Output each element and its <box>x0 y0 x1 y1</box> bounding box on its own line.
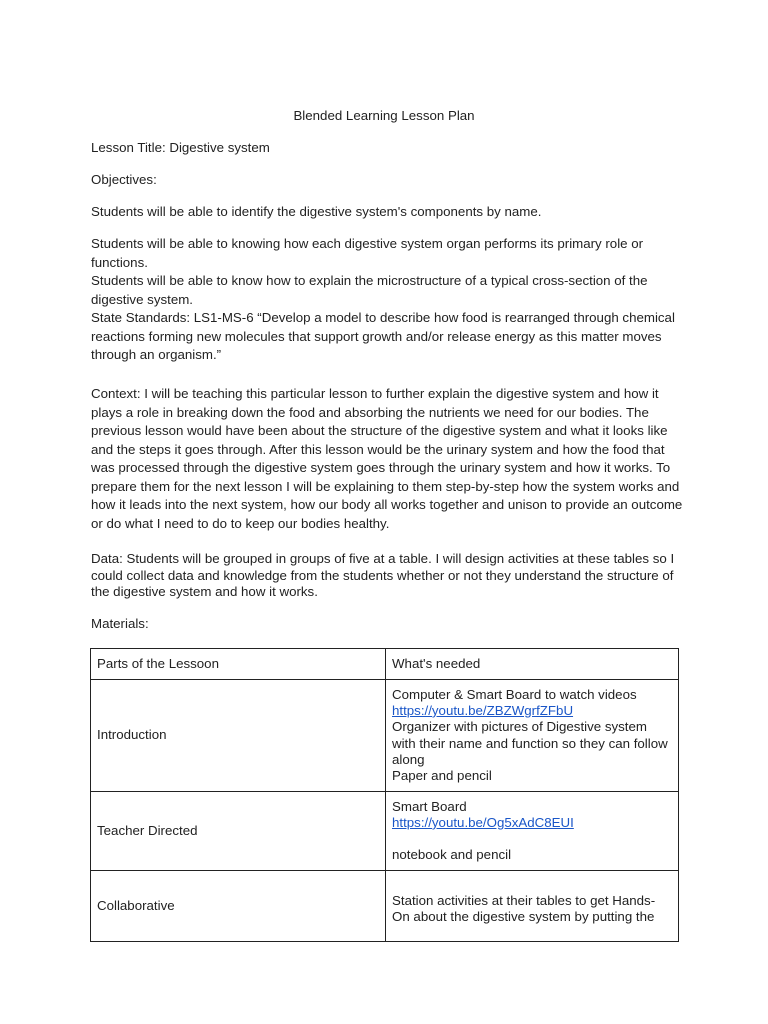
table-row <box>91 680 679 792</box>
header-parts: Parts of the Lessoon <box>91 649 386 680</box>
table-row <box>91 792 679 871</box>
table-header-row <box>91 649 679 680</box>
objective-3: Students will be able to know how to explain the microstructure of a typical cross-section of the digestive system. <box>91 273 648 307</box>
objective-2: Students will be able to knowing how each digestive system organ performs its primary role or functions. <box>91 236 644 270</box>
header-needed: What's needed <box>386 649 679 680</box>
row-needs <box>386 680 679 792</box>
objectives-label: Objectives: <box>91 172 157 187</box>
materials-label: Materials: <box>91 616 149 631</box>
objective-1: Students will be able to identify the digestive system's components by name. <box>91 204 542 219</box>
need-item: Organizer with pictures of Digestive system with their name and function so they can follow along <box>392 719 668 767</box>
materials-table <box>90 648 679 942</box>
need-item: Smart Board <box>392 798 467 814</box>
data-paragraph: Data: Students will be grouped in groups of five at a table. I will design activities at these tables so I could collect data and knowledge from the students whether or not they understand the structure of the digestive system and how it works. <box>91 551 675 599</box>
row-needs <box>386 792 679 871</box>
table-row <box>91 871 679 942</box>
lesson-title: Lesson Title: Digestive system <box>91 140 270 155</box>
context-paragraph: Context: I will be teaching this particular lesson to further explain the digestive system and how it plays a role in breaking down the food and absorbing the nutrients we need for our bodies. The previous lesson would have been about the structure of the digestive system and what it looks like and the steps it goes through. After this lesson would be the urinary system and how the food that was processed through the digestive system goes through the urinary system and how it works. To prepare them for the next lesson I will be explaining to them step-by-step how the system works and how it leads into the next system, how our body all works together and unison to provide an outcome or do what I need to do to keep our bodies healthy. <box>91 386 683 531</box>
need-item: Paper and pencil <box>392 768 492 784</box>
blank-line <box>392 831 672 847</box>
video-link[interactable]: https://youtu.be/Og5xAdC8EUI <box>392 814 574 830</box>
need-item: notebook and pencil <box>392 847 512 863</box>
state-standards: State Standards: LS1-MS-6 “Develop a model to describe how food is rearranged through chemical reactions forming new molecules that support growth and/or release energy as this matter moves through an organism.” <box>91 310 675 362</box>
video-link[interactable]: https://youtu.be/ZBZWgrfZFbU <box>392 702 574 718</box>
document-title: Blended Learning Lesson Plan <box>293 108 475 123</box>
row-needs <box>386 871 679 942</box>
need-item: Computer & Smart Board to watch videos <box>392 686 637 702</box>
row-part: Collaborative <box>91 871 386 942</box>
row-part: Introduction <box>91 680 386 792</box>
row-part: Teacher Directed <box>91 792 386 871</box>
need-item: Station activities at their tables to get Hands-On about the digestive system by putting the <box>392 892 656 924</box>
